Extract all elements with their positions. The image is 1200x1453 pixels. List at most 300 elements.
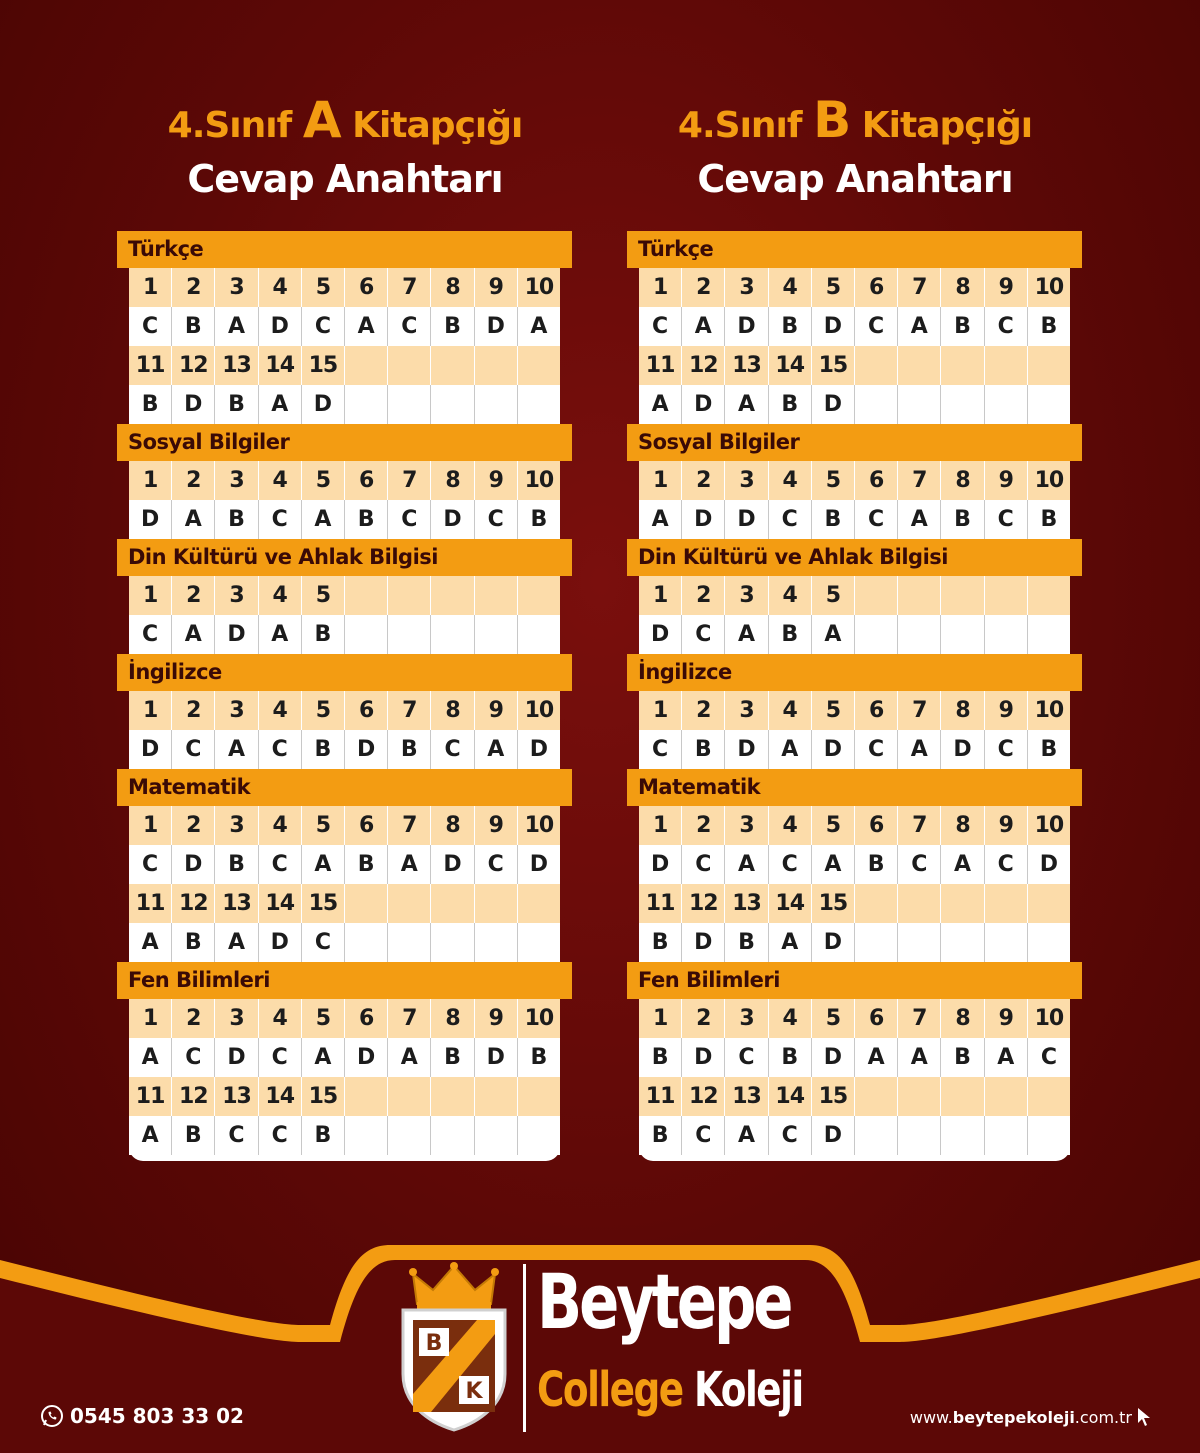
question-number-cell xyxy=(344,1077,387,1116)
booklet-a-subtitle: Cevap Anahtarı xyxy=(187,157,503,201)
question-number-cell: 4 xyxy=(768,806,811,845)
question-number-cell: 10 xyxy=(1027,461,1070,500)
question-number-cell: 12 xyxy=(681,346,724,385)
question-number-cell xyxy=(387,346,430,385)
answer-cell: D xyxy=(724,500,767,539)
question-number-cell xyxy=(517,884,560,923)
answer-cell xyxy=(430,1116,473,1155)
question-number-cell: 14 xyxy=(258,346,301,385)
question-number-row xyxy=(129,806,560,845)
question-number-cell xyxy=(474,346,517,385)
question-number-cell: 4 xyxy=(768,691,811,730)
question-number-cell: 11 xyxy=(135,891,165,916)
answer-cell: B xyxy=(214,500,257,539)
answer-cell: A xyxy=(258,615,301,654)
answer-cell xyxy=(897,385,940,424)
answer-cell: D xyxy=(474,307,517,346)
question-number-cell: 10 xyxy=(517,999,560,1038)
answer-cell xyxy=(1027,615,1070,654)
answer-cell: C xyxy=(142,852,159,877)
answer-cell: A xyxy=(301,845,344,884)
question-number-cell: 11 xyxy=(135,1084,165,1109)
question-number-cell xyxy=(1027,346,1070,385)
title-suffix: Kitapçığı xyxy=(352,105,523,146)
question-number-cell: 8 xyxy=(430,461,473,500)
question-number-cell: 15 xyxy=(811,346,854,385)
question-number-cell: 1 xyxy=(142,468,158,493)
answer-cell: C xyxy=(387,500,430,539)
question-number-cell: 1 xyxy=(142,1006,158,1031)
question-number-row xyxy=(129,1077,560,1116)
booklet-a-title xyxy=(85,92,605,154)
answer-cell: D xyxy=(171,845,214,884)
answer-cell: C xyxy=(258,1116,301,1155)
answer-cell: D xyxy=(811,923,854,962)
answer-cell: D xyxy=(430,845,473,884)
answer-cell: C xyxy=(768,1116,811,1155)
question-number-cell: 8 xyxy=(940,691,983,730)
booklet-b-heading xyxy=(595,92,1115,202)
beytepe-logo xyxy=(395,1257,815,1442)
question-number-cell: 11 xyxy=(645,353,675,378)
answer-cell: C xyxy=(258,500,301,539)
question-number-cell: 5 xyxy=(811,999,854,1038)
answer-cell xyxy=(1027,1116,1070,1155)
title-letter: B xyxy=(813,91,851,149)
question-number-row xyxy=(639,999,1070,1038)
answer-cell xyxy=(474,1116,517,1155)
answer-cell: B xyxy=(768,1038,811,1077)
question-number-cell: 8 xyxy=(940,461,983,500)
answer-cell: D xyxy=(140,507,160,532)
question-number-cell: 11 xyxy=(135,353,165,378)
booklet-a-answer-key xyxy=(117,231,572,1161)
subject-header: Matematik xyxy=(117,769,572,806)
answer-cell: B xyxy=(301,730,344,769)
answer-cell: B xyxy=(344,500,387,539)
answer-cell xyxy=(344,615,387,654)
question-number-cell xyxy=(854,576,897,615)
answer-cell xyxy=(387,385,430,424)
answer-cell: A xyxy=(301,500,344,539)
question-number-row xyxy=(639,884,1070,923)
question-number-cell: 13 xyxy=(724,346,767,385)
answer-cell: C xyxy=(768,500,811,539)
answer-cell: B xyxy=(940,500,983,539)
question-number-cell xyxy=(344,576,387,615)
answer-cell: B xyxy=(1027,730,1070,769)
question-number-cell xyxy=(430,576,473,615)
subject-header: Din Kültürü ve Ahlak Bilgisi xyxy=(117,539,572,576)
question-number-cell: 5 xyxy=(811,576,854,615)
question-number-cell: 3 xyxy=(214,806,257,845)
question-number-cell: 7 xyxy=(387,806,430,845)
answer-cell: D xyxy=(811,1116,854,1155)
question-number-row xyxy=(129,691,560,730)
answer-cell: A xyxy=(141,930,159,955)
answer-cell xyxy=(344,385,387,424)
answer-cell: B xyxy=(1027,500,1070,539)
answer-cell: C xyxy=(474,500,517,539)
answer-cell: D xyxy=(724,307,767,346)
answer-cell: A xyxy=(724,615,767,654)
question-number-cell xyxy=(517,576,560,615)
question-number-cell xyxy=(344,346,387,385)
answer-cell: D xyxy=(811,385,854,424)
logo-divider xyxy=(523,1264,526,1432)
question-number-cell: 2 xyxy=(171,691,214,730)
answer-cell: C xyxy=(854,730,897,769)
question-number-cell: 7 xyxy=(897,691,940,730)
answer-cell: A xyxy=(811,615,854,654)
question-number-cell: 14 xyxy=(258,1077,301,1116)
question-number-cell xyxy=(430,1077,473,1116)
answer-cell: C xyxy=(681,615,724,654)
question-number-cell: 3 xyxy=(724,461,767,500)
answer-cell: A xyxy=(897,500,940,539)
answer-cell: A xyxy=(724,845,767,884)
question-number-cell: 4 xyxy=(258,691,301,730)
question-number-cell: 4 xyxy=(258,268,301,307)
question-number-cell: 2 xyxy=(681,806,724,845)
question-number-row xyxy=(639,268,1070,307)
answer-cell xyxy=(984,385,1027,424)
answer-cell: C xyxy=(1027,1038,1070,1077)
subject-header: Sosyal Bilgiler xyxy=(627,424,1082,461)
answer-cell: D xyxy=(214,615,257,654)
answer-cell: C xyxy=(681,845,724,884)
question-number-cell: 6 xyxy=(344,268,387,307)
question-number-cell: 6 xyxy=(854,691,897,730)
answer-cell: D xyxy=(140,737,160,762)
question-number-cell: 5 xyxy=(301,461,344,500)
answer-cell: D xyxy=(724,730,767,769)
question-number-cell: 2 xyxy=(681,461,724,500)
question-number-cell xyxy=(897,346,940,385)
answer-cell: B xyxy=(214,385,257,424)
question-number-cell: 8 xyxy=(430,999,473,1038)
answer-cell: C xyxy=(474,845,517,884)
cursor-icon xyxy=(1136,1407,1152,1427)
question-number-cell: 7 xyxy=(897,806,940,845)
answer-cell: C xyxy=(768,845,811,884)
answer-cell: B xyxy=(517,500,560,539)
question-number-cell xyxy=(984,1077,1027,1116)
question-number-cell xyxy=(387,1077,430,1116)
question-number-cell: 6 xyxy=(344,999,387,1038)
question-number-cell: 1 xyxy=(142,698,158,723)
question-number-cell xyxy=(854,1077,897,1116)
title-letter: A xyxy=(302,91,341,149)
answer-cell: B xyxy=(171,307,214,346)
question-number-cell: 6 xyxy=(854,461,897,500)
question-number-cell: 13 xyxy=(214,884,257,923)
answer-cell: C xyxy=(652,314,669,339)
question-number-cell: 3 xyxy=(724,999,767,1038)
question-number-cell: 9 xyxy=(984,691,1027,730)
question-number-cell xyxy=(854,346,897,385)
question-number-cell: 9 xyxy=(984,999,1027,1038)
question-number-cell: 10 xyxy=(517,461,560,500)
question-number-cell: 7 xyxy=(387,461,430,500)
booklet-b-title xyxy=(595,92,1115,154)
question-number-cell: 1 xyxy=(652,583,668,608)
question-number-cell: 10 xyxy=(1027,691,1070,730)
answer-cell xyxy=(344,1116,387,1155)
question-number-cell: 7 xyxy=(387,999,430,1038)
question-number-cell: 1 xyxy=(142,813,158,838)
answer-cell: B xyxy=(430,1038,473,1077)
answer-cell: C xyxy=(387,307,430,346)
question-number-cell: 7 xyxy=(387,691,430,730)
answer-cell: A xyxy=(984,1038,1027,1077)
question-number-row xyxy=(129,268,560,307)
question-number-cell: 9 xyxy=(474,691,517,730)
answer-row xyxy=(639,845,1070,884)
answer-row xyxy=(129,615,560,654)
question-number-cell: 9 xyxy=(474,268,517,307)
question-number-cell: 5 xyxy=(811,268,854,307)
question-number-cell: 5 xyxy=(301,999,344,1038)
subject-header: Din Kültürü ve Ahlak Bilgisi xyxy=(627,539,1082,576)
question-number-cell: 10 xyxy=(1027,268,1070,307)
question-number-cell: 10 xyxy=(1027,806,1070,845)
answer-cell xyxy=(984,923,1027,962)
answer-cell: D xyxy=(301,385,344,424)
answer-cell: B xyxy=(141,392,159,417)
answer-cell xyxy=(344,923,387,962)
answer-cell: B xyxy=(768,307,811,346)
question-number-cell xyxy=(387,884,430,923)
answer-cell: B xyxy=(681,730,724,769)
answer-cell xyxy=(430,923,473,962)
question-number-cell: 2 xyxy=(171,576,214,615)
answer-cell: C xyxy=(681,1116,724,1155)
answer-row xyxy=(129,385,560,424)
answer-cell: B xyxy=(214,845,257,884)
answer-cell xyxy=(1027,923,1070,962)
question-number-cell: 1 xyxy=(652,698,668,723)
answer-cell: D xyxy=(214,1038,257,1077)
brand-name: Beytepe xyxy=(537,1257,791,1346)
answer-cell: B xyxy=(940,1038,983,1077)
answer-cell: A xyxy=(724,385,767,424)
question-number-row xyxy=(639,806,1070,845)
answer-cell: A xyxy=(258,385,301,424)
answer-cell: D xyxy=(258,307,301,346)
question-number-cell: 4 xyxy=(258,576,301,615)
question-number-cell: 4 xyxy=(258,461,301,500)
question-number-cell: 12 xyxy=(171,346,214,385)
question-number-cell xyxy=(854,884,897,923)
question-number-cell xyxy=(517,1077,560,1116)
answer-cell: C xyxy=(984,845,1027,884)
answer-cell: D xyxy=(650,622,670,647)
answer-cell: B xyxy=(651,930,669,955)
question-number-cell xyxy=(940,576,983,615)
question-number-cell xyxy=(517,346,560,385)
answer-cell xyxy=(940,385,983,424)
answer-row xyxy=(639,500,1070,539)
answer-cell: B xyxy=(651,1123,669,1148)
answer-cell xyxy=(430,385,473,424)
question-number-cell: 11 xyxy=(645,891,675,916)
question-number-row xyxy=(639,346,1070,385)
question-number-cell xyxy=(474,1077,517,1116)
phone-contact[interactable] xyxy=(40,1404,244,1428)
question-number-cell: 13 xyxy=(214,346,257,385)
answer-cell: A xyxy=(171,500,214,539)
answer-cell xyxy=(430,615,473,654)
question-number-cell: 10 xyxy=(517,691,560,730)
question-number-cell: 1 xyxy=(652,275,668,300)
answer-cell xyxy=(854,923,897,962)
question-number-cell xyxy=(897,884,940,923)
answer-cell: C xyxy=(258,1038,301,1077)
question-number-cell: 3 xyxy=(214,268,257,307)
question-number-cell xyxy=(984,346,1027,385)
question-number-cell: 6 xyxy=(344,461,387,500)
question-number-cell: 2 xyxy=(171,999,214,1038)
question-number-cell: 2 xyxy=(171,806,214,845)
question-number-cell: 9 xyxy=(984,461,1027,500)
answer-cell: C xyxy=(258,730,301,769)
question-number-cell: 12 xyxy=(681,1077,724,1116)
answer-row xyxy=(129,1038,560,1077)
answer-cell xyxy=(517,385,560,424)
question-number-cell: 11 xyxy=(645,1084,675,1109)
answer-cell: A xyxy=(651,507,669,532)
answer-cell: A xyxy=(811,845,854,884)
question-number-cell: 5 xyxy=(811,691,854,730)
answer-cell xyxy=(387,923,430,962)
question-number-cell xyxy=(984,884,1027,923)
answer-cell: B xyxy=(724,923,767,962)
question-number-row xyxy=(639,461,1070,500)
question-number-cell: 8 xyxy=(430,268,473,307)
booklet-b-answer-key xyxy=(627,231,1082,1161)
answer-cell: B xyxy=(517,1038,560,1077)
question-number-cell: 4 xyxy=(258,999,301,1038)
answer-cell: A xyxy=(724,1116,767,1155)
answer-row xyxy=(639,1116,1070,1155)
answer-cell: D xyxy=(344,730,387,769)
question-number-cell: 7 xyxy=(387,268,430,307)
answer-cell: A xyxy=(768,730,811,769)
answer-cell: D xyxy=(811,1038,854,1077)
answer-cell: A xyxy=(517,307,560,346)
question-number-cell: 5 xyxy=(301,691,344,730)
question-number-cell: 3 xyxy=(724,576,767,615)
question-number-cell: 10 xyxy=(1027,999,1070,1038)
question-number-cell: 6 xyxy=(854,999,897,1038)
answer-cell: A xyxy=(141,1045,159,1070)
question-number-cell: 5 xyxy=(301,268,344,307)
answer-cell xyxy=(387,1116,430,1155)
answer-cell xyxy=(517,923,560,962)
subject-header: Fen Bilimleri xyxy=(627,962,1082,999)
question-number-cell: 6 xyxy=(344,691,387,730)
website-link[interactable] xyxy=(910,1407,1152,1427)
answer-cell xyxy=(387,615,430,654)
answer-cell xyxy=(474,615,517,654)
answer-cell: D xyxy=(344,1038,387,1077)
subject-header: Türkçe xyxy=(627,231,1082,268)
question-number-cell: 7 xyxy=(897,999,940,1038)
answer-cell: C xyxy=(984,500,1027,539)
answer-cell: B xyxy=(430,307,473,346)
website-text: www.beytepekoleji.com.tr xyxy=(909,1407,1132,1427)
question-number-cell xyxy=(474,884,517,923)
answer-cell: C xyxy=(854,307,897,346)
answer-cell xyxy=(940,1116,983,1155)
question-number-cell: 10 xyxy=(517,268,560,307)
question-number-cell: 1 xyxy=(652,1006,668,1031)
answer-cell: C xyxy=(301,307,344,346)
answer-cell: A xyxy=(651,392,669,417)
answer-row xyxy=(639,307,1070,346)
answer-cell: A xyxy=(387,845,430,884)
answer-cell: A xyxy=(897,307,940,346)
answer-cell: D xyxy=(681,1038,724,1077)
question-number-cell: 5 xyxy=(811,806,854,845)
question-number-row xyxy=(129,576,560,615)
title-suffix: Kitapçığı xyxy=(861,105,1033,146)
question-number-cell: 3 xyxy=(724,806,767,845)
brand-college: College xyxy=(537,1362,683,1418)
question-number-cell: 2 xyxy=(681,691,724,730)
question-number-cell xyxy=(474,576,517,615)
answer-cell: A xyxy=(214,923,257,962)
answer-cell: A xyxy=(897,730,940,769)
answer-cell: B xyxy=(387,730,430,769)
answer-cell: A xyxy=(897,1038,940,1077)
subject-header: Matematik xyxy=(627,769,1082,806)
question-number-cell: 15 xyxy=(301,346,344,385)
shield-icon xyxy=(395,1304,513,1432)
answer-cell xyxy=(897,615,940,654)
answer-row xyxy=(639,730,1070,769)
answer-cell: B xyxy=(768,385,811,424)
question-number-cell xyxy=(984,576,1027,615)
answer-cell: D xyxy=(940,730,983,769)
question-number-cell: 14 xyxy=(768,1077,811,1116)
question-number-cell: 3 xyxy=(724,268,767,307)
answer-cell: A xyxy=(854,1038,897,1077)
answer-cell: C xyxy=(854,500,897,539)
answer-cell: A xyxy=(768,923,811,962)
answer-cell: D xyxy=(474,1038,517,1077)
question-number-cell: 5 xyxy=(301,806,344,845)
question-number-cell: 2 xyxy=(171,461,214,500)
answer-row xyxy=(129,500,560,539)
answer-cell: C xyxy=(652,737,669,762)
question-number-cell: 12 xyxy=(681,884,724,923)
answer-cell: A xyxy=(387,1038,430,1077)
answer-cell: A xyxy=(171,615,214,654)
question-number-cell: 4 xyxy=(768,461,811,500)
question-number-cell: 1 xyxy=(142,583,158,608)
answer-row xyxy=(639,1038,1070,1077)
question-number-cell: 2 xyxy=(681,268,724,307)
answer-cell xyxy=(474,385,517,424)
question-number-cell: 6 xyxy=(854,806,897,845)
question-number-cell: 6 xyxy=(344,806,387,845)
question-number-row xyxy=(639,576,1070,615)
answer-row xyxy=(129,923,560,962)
answer-cell: C xyxy=(258,845,301,884)
question-number-row xyxy=(129,999,560,1038)
